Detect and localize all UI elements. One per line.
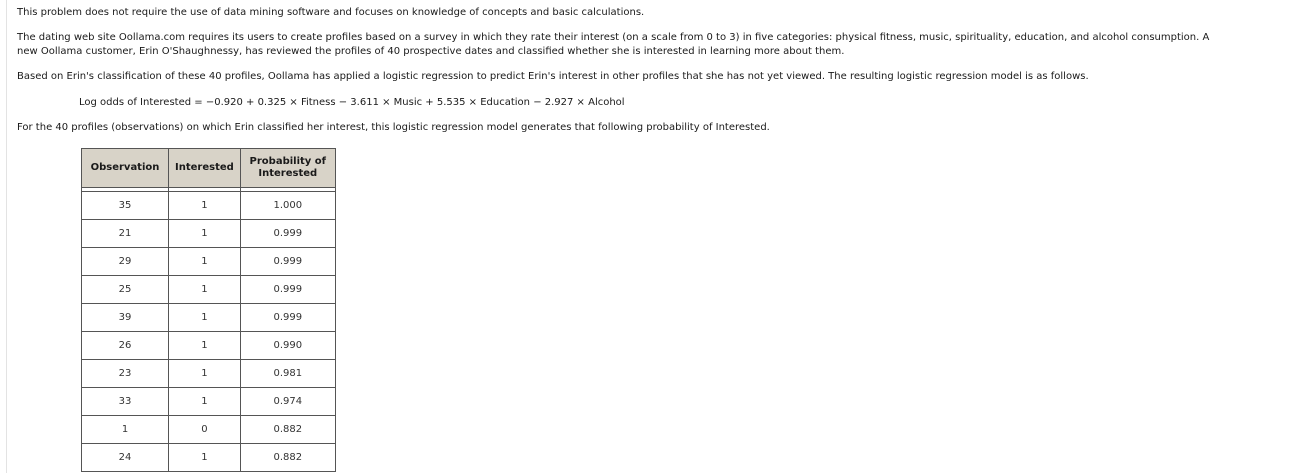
cell-interested: 1 [169, 332, 241, 360]
table-row [82, 360, 336, 388]
cell-probability: 0.882 [240, 444, 335, 472]
cell-probability: 0.999 [240, 276, 335, 304]
cell-observation: 26 [82, 332, 169, 360]
cell-interested: 1 [169, 388, 241, 416]
cell-interested: 1 [169, 444, 241, 472]
cell-observation: 21 [82, 220, 169, 248]
cell-probability: 1.000 [240, 192, 335, 220]
table-row [82, 332, 336, 360]
cell-observation: 24 [82, 444, 169, 472]
cell-observation: 29 [82, 248, 169, 276]
cell-probability: 0.990 [240, 332, 335, 360]
cell-probability: 0.999 [240, 248, 335, 276]
cell-observation: 23 [82, 360, 169, 388]
model-intro-text: Based on Erin's classification of these 40 profiles, Oollama has applied a logistic regression to predict Erin's interest in other profiles that she has not yet viewed. The resulting logistic regression model is as follows. [17, 71, 1089, 82]
header-probability-line2: Interested [258, 168, 318, 179]
cell-probability: 0.882 [240, 416, 335, 444]
cell-interested: 1 [169, 360, 241, 388]
probability-intro-text: For the 40 profiles (observations) on which Erin classified her interest, this logistic regression model generates that following probability of Interested. [17, 122, 770, 133]
table-row [82, 276, 336, 304]
description-line-2: new Oollama customer, Erin O'Shaughnessy, has reviewed the profiles of 40 prospective dates and classified whether she is interested in learning more about them. [17, 46, 845, 57]
table-row [82, 388, 336, 416]
table-row [82, 304, 336, 332]
content-frame [6, 0, 1294, 473]
cell-interested: 1 [169, 220, 241, 248]
cell-observation: 25 [82, 276, 169, 304]
cell-probability: 0.999 [240, 304, 335, 332]
header-probability-line1: Probability of [249, 156, 327, 167]
cell-observation: 33 [82, 388, 169, 416]
cell-observation: 35 [82, 192, 169, 220]
cell-observation: 39 [82, 304, 169, 332]
table-row [82, 220, 336, 248]
cell-probability: 0.974 [240, 388, 335, 416]
intro-text: This problem does not require the use of data mining software and focuses on knowledge of concepts and basic calculations. [17, 7, 645, 18]
table-row [82, 248, 336, 276]
cell-interested: 1 [169, 192, 241, 220]
cell-probability: 0.981 [240, 360, 335, 388]
description-line-1: The dating web site Oollama.com requires its users to create profiles based on a survey in which they rate their interest (on a scale from 0 to 3) in five categories: physical fitness, music, spirituality, education, and alcohol consumption. A [17, 32, 1210, 43]
logistic-regression-formula: Log odds of Interested = −0.920 + 0.325 × Fitness − 3.611 × Music + 5.535 × Education − 2.927 × Alcohol [79, 97, 625, 108]
cell-interested: 1 [169, 248, 241, 276]
table-header-row [82, 149, 336, 188]
table-row [82, 416, 336, 444]
cell-interested: 0 [169, 416, 241, 444]
probability-table [81, 148, 336, 472]
header-observation: Observation [82, 149, 169, 188]
cell-interested: 1 [169, 276, 241, 304]
cell-interested: 1 [169, 304, 241, 332]
header-probability [240, 149, 335, 188]
table-row [82, 444, 336, 472]
cell-observation: 1 [82, 416, 169, 444]
cell-probability: 0.999 [240, 220, 335, 248]
table-row [82, 192, 336, 220]
header-interested: Interested [169, 149, 241, 188]
